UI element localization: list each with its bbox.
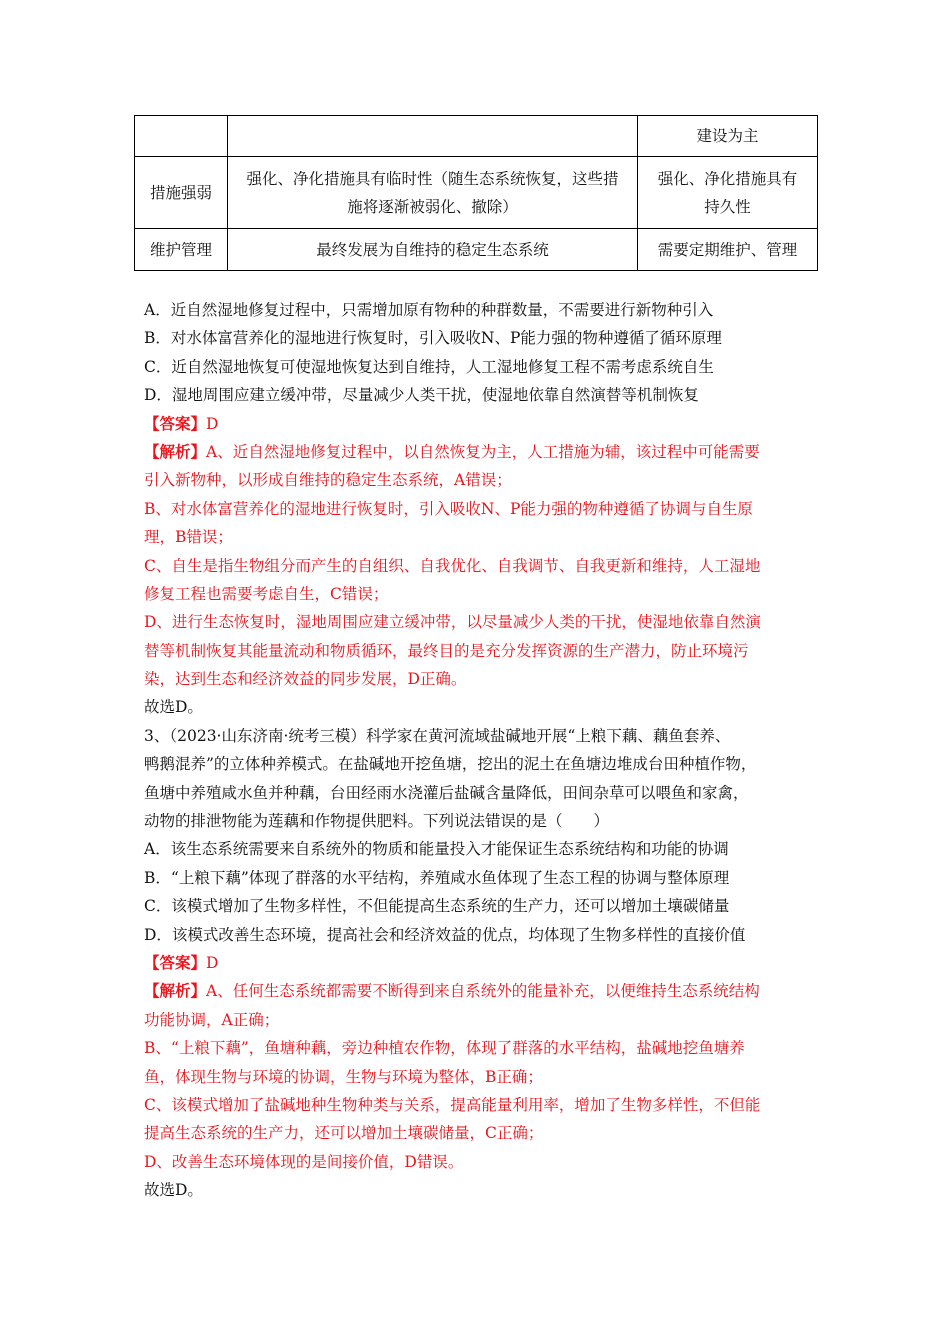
q3-stem xyxy=(144,722,814,836)
analysis-label: 【解析】 xyxy=(144,441,207,461)
table-cell xyxy=(135,116,228,157)
analysis-line: D、进行生态恢复时，湿地周围应建立缓冲带，以尽量减少人类的干扰，使湿地依靠自然演 xyxy=(144,613,761,632)
analysis-line: B、对水体富营养化的湿地进行恢复时，引入吸收N、P能力强的物种遵循了协调与自生原 xyxy=(144,499,753,518)
option-c: C．近自然湿地恢复可使湿地恢复达到自维持，人工湿地修复工程不需考虑系统自生 xyxy=(144,357,714,376)
table-row xyxy=(135,229,818,271)
analysis-line: 修复工程也需要考虑自生，C错误； xyxy=(144,584,389,603)
option-c: C．该模式增加了生物多样性，不但能提高生态系统的生产力，还可以增加土壤碳储量 xyxy=(144,897,730,916)
comparison-table xyxy=(134,115,818,271)
analysis-line: 功能协调，A正确； xyxy=(144,1010,280,1029)
table-cell: 最终发展为自维持的稳定生态系统 xyxy=(228,229,638,271)
answer-label: 【答案】 xyxy=(144,952,207,972)
analysis-line: 染，达到生态和经济效益的同步发展，D正确。 xyxy=(144,670,467,689)
option-b: B．对水体富营养化的湿地进行恢复时，引入吸收N、P能力强的物种遵循了循环原理 xyxy=(144,329,722,348)
option-b: B．“上粮下藕”体现了群落的水平结构，养殖咸水鱼体现了生态工程的协调与整体原理 xyxy=(144,868,730,887)
analysis-text: A、任何生态系统都需要不断得到来自系统外的能量补充，以便维持生态系统结构 xyxy=(206,982,760,1001)
analysis-line: 引入新物种，以形成自维持的稳定生态系统，A错误； xyxy=(144,471,512,490)
q2-conclusion: 故选D。 xyxy=(144,698,203,717)
analysis-line: B、“上粮下藕”，鱼塘种藕，旁边种植农作物，体现了群落的水平结构，盐碱地挖鱼塘养 xyxy=(144,1039,745,1058)
stem-line: 鱼塘中养殖咸水鱼并种藕，台田经雨水浇灌后盐碱含量降低，田间杂草可以喂鱼和家禽， xyxy=(144,783,749,802)
q3-conclusion: 故选D。 xyxy=(144,1181,203,1200)
analysis-line: C、自生是指生物组分而产生的自组织、自我优化、自我调节、自我更新和维持，人工湿地 xyxy=(144,556,761,575)
q3-analysis xyxy=(144,977,814,1176)
analysis-text: A、近自然湿地修复过程中，以自然恢复为主，人工措施为辅，该过程中可能需要 xyxy=(206,442,760,461)
table-cell: 强化、净化措施具有持久性 xyxy=(638,157,818,229)
table-cell: 措施强弱 xyxy=(135,157,228,229)
table-row xyxy=(135,116,818,157)
option-a: A．近自然湿地修复过程中，只需增加原有物种的种群数量，不需要进行新物种引入 xyxy=(144,301,714,319)
analysis-line xyxy=(144,977,814,1005)
table-row xyxy=(135,157,818,229)
table-cell: 需要定期维护、管理 xyxy=(638,229,818,271)
table-cell: 维护管理 xyxy=(135,229,228,271)
analysis-label: 【解析】 xyxy=(144,981,207,1001)
option-d: D．湿地周围应建立缓冲带，尽量减少人类干扰，使湿地依靠自然演替等机制恢复 xyxy=(144,386,699,405)
analysis-line: 理，B错误； xyxy=(144,528,233,547)
stem-line: 动物的排泄物能为莲藕和作物提供肥料。下列说法错误的是（ ） xyxy=(144,812,610,831)
stem-line: 3、（2023·山东济南·统考三模）科学家在黄河流域盐碱地开展“上粮下藕、藕鱼套养、 xyxy=(144,726,731,745)
q2-answer xyxy=(144,410,814,438)
table-cell xyxy=(228,116,638,157)
question-body xyxy=(144,296,814,1205)
table-cell: 强化、净化措施具有临时性（随生态系统恢复，这些措施将逐渐被弱化、撤除） xyxy=(228,157,638,229)
table-cell: 建设为主 xyxy=(638,116,818,157)
answer-label: 【答案】 xyxy=(144,413,207,433)
q2-options xyxy=(144,296,814,410)
analysis-line: 鱼，体现生物与环境的协调，生物与环境为整体，B正确； xyxy=(144,1067,543,1086)
option-a: A．该生态系统需要来自系统外的物质和能量投入才能保证生态系统结构和功能的协调 xyxy=(144,840,729,859)
answer-value: D xyxy=(206,414,219,433)
q2-analysis xyxy=(144,438,814,694)
stem-line: 鸭鹅混养”的立体种养模式。在盐碱地开挖鱼塘，挖出的泥土在鱼塘边堆成台田种植作物， xyxy=(144,755,757,774)
q3-options xyxy=(144,835,814,949)
analysis-line: 替等机制恢复其能量流动和物质循环，最终目的是充分发挥资源的生产潜力，防止环境污 xyxy=(144,641,749,660)
analysis-line: D、改善生态环境体现的是间接价值，D错误。 xyxy=(144,1152,464,1171)
q3-answer xyxy=(144,949,814,977)
analysis-line xyxy=(144,438,814,466)
option-d: D．该模式改善生态环境，提高社会和经济效益的优点，均体现了生物多样性的直接价值 xyxy=(144,925,746,944)
analysis-line: 提高生态系统的生产力，还可以增加土壤碳储量，C正确； xyxy=(144,1124,544,1143)
answer-value: D xyxy=(206,953,219,972)
analysis-line: C、该模式增加了盐碱地种生物种类与关系，提高能量利用率，增加了生物多样性，不但能 xyxy=(144,1095,761,1114)
